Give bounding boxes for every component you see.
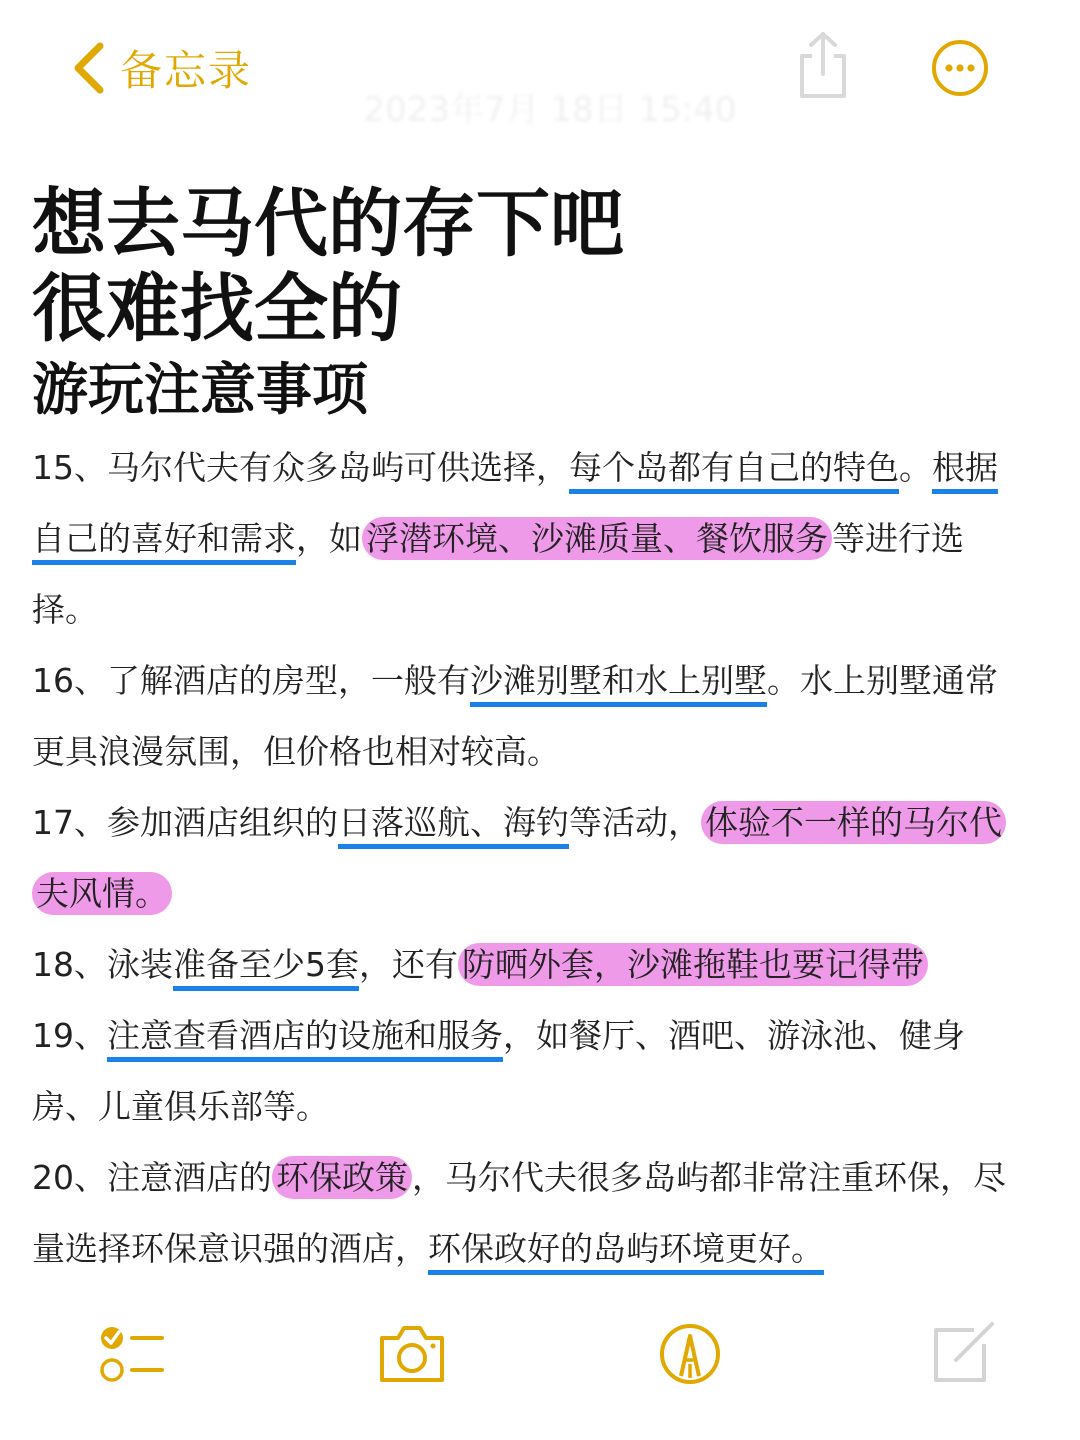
note-item-16: 16、了解酒店的房型，一般有沙滩别墅和水上别墅。水上别墅通常更具浪漫氛围，但价格也相对较高。 bbox=[32, 661, 998, 771]
note-item-19: 19、注意查看酒店的设施和服务，如餐厅、酒吧、游泳池、健身房、儿童俱乐部等。 bbox=[32, 1016, 965, 1126]
more-options-icon[interactable] bbox=[930, 38, 990, 98]
checklist-icon[interactable] bbox=[92, 1314, 172, 1394]
underlined-text: 根据自己的喜好和需求 bbox=[32, 448, 998, 558]
note-item-20: 20、注意酒店的 环保政策 ，马尔代夫很多岛屿都非常注重环保，尽量选择环保意识强的酒店，环保政好的岛屿环境更好。 bbox=[32, 1158, 1006, 1268]
top-nav-bar bbox=[0, 0, 1080, 140]
highlighted-text: 防晒外套，沙滩拖鞋也要记得带 bbox=[458, 943, 928, 986]
underlined-text: 注意查看酒店的设施和服务 bbox=[107, 1016, 503, 1055]
note-body[interactable] bbox=[32, 432, 1022, 1284]
highlighted-text: 浮潜环境、沙滩质量、餐饮服务 bbox=[362, 517, 832, 560]
note-title-line-1: 想去马代的存下吧 bbox=[32, 181, 624, 267]
underlined-text: 准备至少5套 bbox=[173, 945, 359, 984]
underlined-text: 日落巡航、海钓 bbox=[338, 803, 569, 842]
compose-icon[interactable] bbox=[922, 1314, 1002, 1394]
underlined-text: 环保政好的岛屿环境更好。 bbox=[428, 1229, 824, 1268]
highlighted-text: 体验不一样的马尔代夫风情。 bbox=[32, 801, 1006, 915]
camera-icon[interactable] bbox=[372, 1314, 452, 1394]
chevron-left-icon bbox=[72, 42, 106, 94]
note-item-15: 15、马尔代夫有众多岛屿可供选择，每个岛都有自己的特色。根据自己的喜好和需求，如 浮潜环境、沙滩质量、餐饮服务 等进行选择。 bbox=[32, 448, 998, 629]
back-label: 备忘录 bbox=[120, 46, 253, 95]
highlighted-text: 环保政策 bbox=[272, 1156, 412, 1199]
note-title-line-2: 很难找全的 bbox=[32, 266, 402, 352]
underlined-text: 每个岛都有自己的特色 bbox=[569, 448, 899, 487]
bottom-toolbar bbox=[0, 1300, 1080, 1410]
note-subtitle: 游玩注意事项 bbox=[32, 358, 368, 423]
note-item-17: 17、参加酒店组织的日落巡航、海钓等活动， 体验不一样的马尔代夫风情。 bbox=[32, 787, 1022, 929]
underlined-text: 沙滩别墅和水上别墅 bbox=[470, 661, 767, 700]
back-button[interactable] bbox=[72, 36, 252, 100]
markup-pen-icon[interactable] bbox=[650, 1314, 730, 1394]
share-icon[interactable] bbox=[794, 30, 852, 100]
note-date: 2023年7月 18日 15:40 bbox=[363, 90, 737, 130]
note-item-18: 18、泳装准备至少5套，还有 防晒外套，沙滩拖鞋也要记得带 bbox=[32, 929, 1022, 1000]
